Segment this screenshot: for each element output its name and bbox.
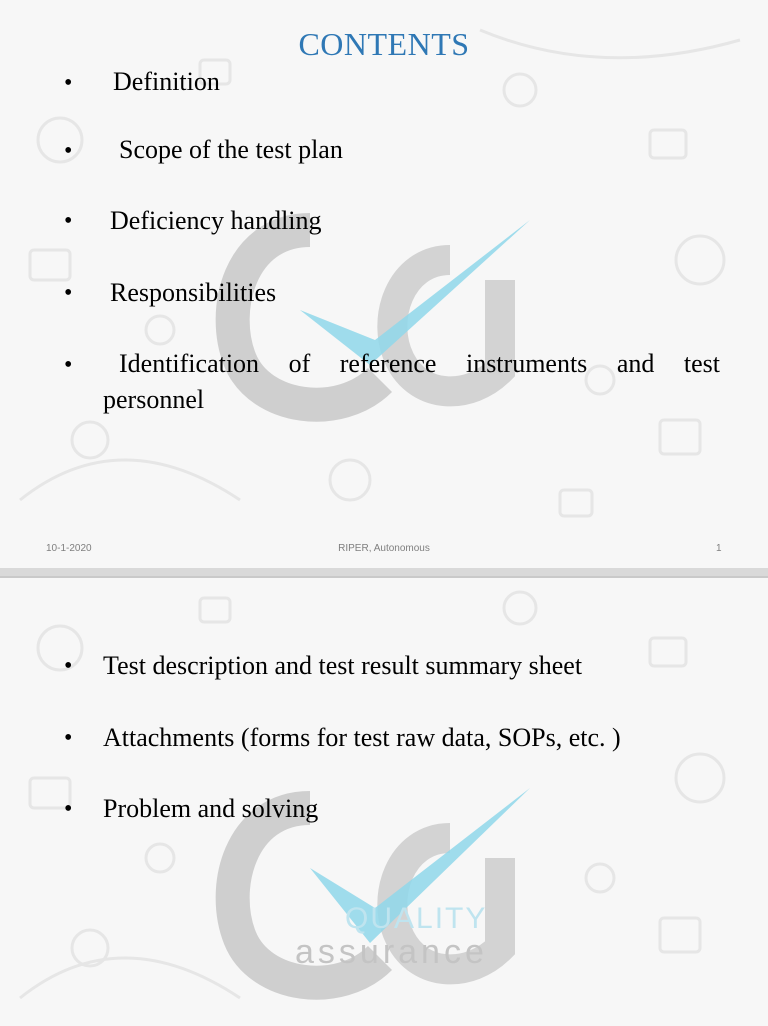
bullet-responsibilities: Responsibilities [110,278,277,307]
bullet-dot: • [64,352,73,378]
bullet-dot: • [64,208,73,234]
bullet-attachments: Attachments (forms for test raw data, SOPs, etc. ) [103,723,621,752]
footer-center: RIPER, Autonomous [338,543,430,554]
bullet-scope: Scope of the test plan [119,135,343,164]
footer-date: 10-1-2020 [46,543,92,554]
bullet-problem-solving: Problem and solving [103,794,319,823]
bullet-dot: • [64,653,73,679]
bullet-identification-line2: personnel [103,385,205,414]
page-number: 1 [716,543,722,554]
slide-2 [0,576,768,1026]
bullet-test-description: Test description and test result summary sheet [103,651,583,680]
bullet-dot: • [64,138,73,164]
bullet-dot: • [64,796,73,822]
bullet-definition: Definition [113,67,220,96]
svg-text:assurance: assurance [295,933,488,971]
bullet-dot: • [64,725,73,751]
bullet-dot: • [64,280,73,306]
bullet-dot: • [64,70,73,96]
bullet-deficiency: Deficiency handling [110,206,322,235]
slide-title: CONTENTS [298,26,470,62]
bullet-identification-line1: Identification of reference instruments and test [119,349,720,378]
svg-text:QUALITY: QUALITY [345,902,488,935]
